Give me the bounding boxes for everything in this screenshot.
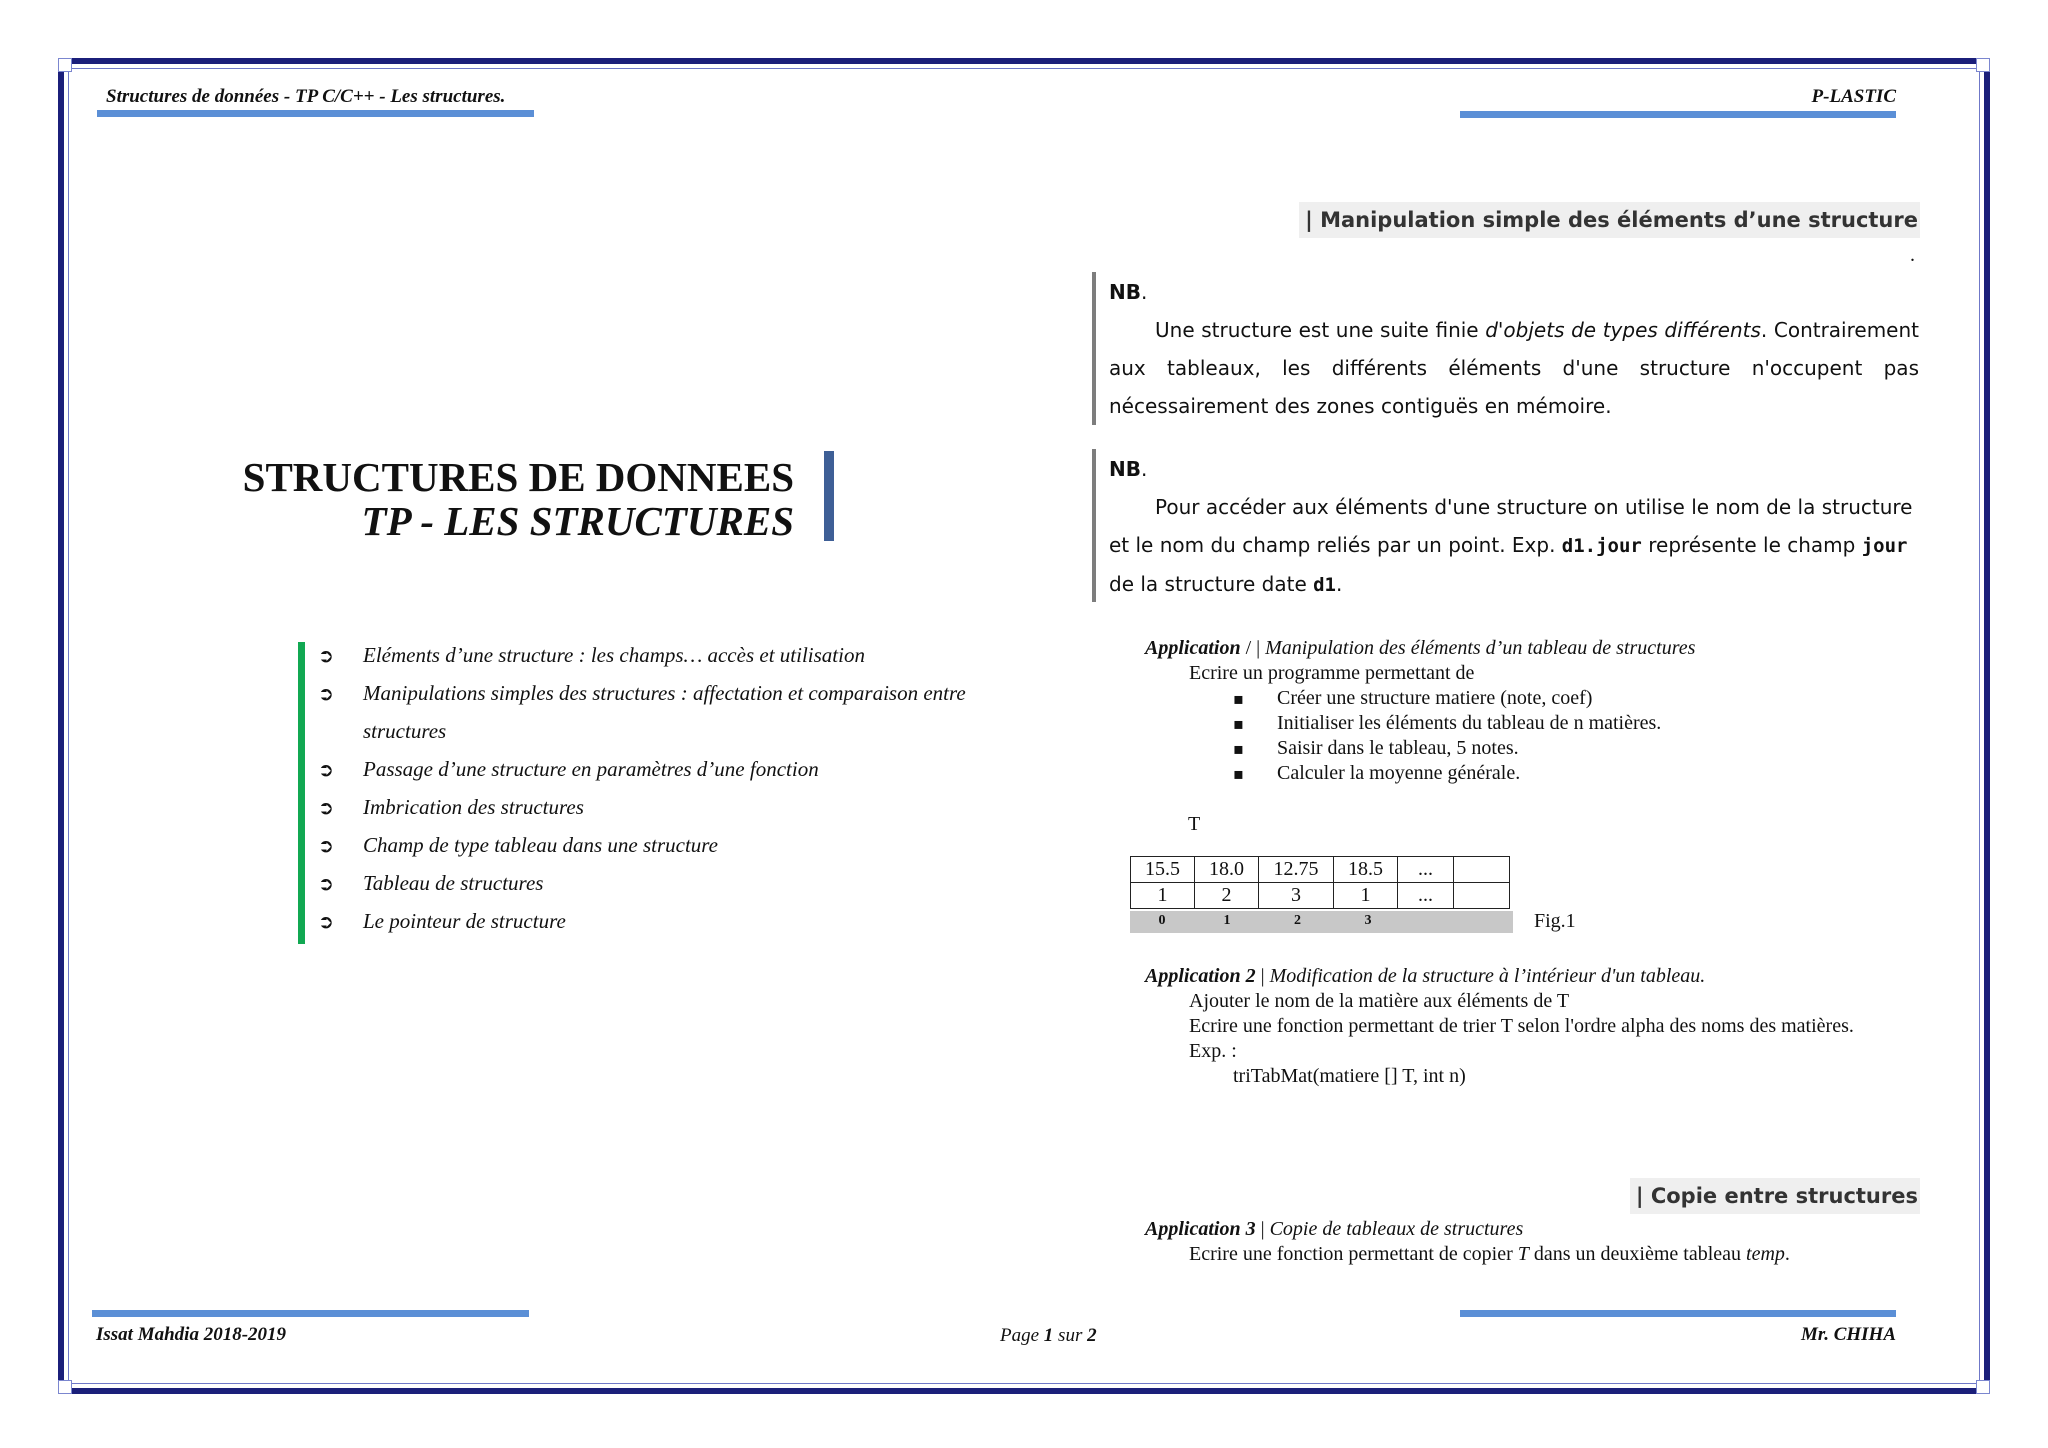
figure-caption: Fig.1: [1534, 910, 1576, 932]
index-label: 1: [1223, 913, 1231, 928]
toc-item: ➲ Imbrication des structures: [318, 788, 1018, 827]
application-1: Application / | Manipulation des éléments d’un tableau de structures Ecrire un programme permettant de ▪ Créer une structure matiere (note, coef) ▪ Initialiser les éléments du tableau de n matières. ▪ Saisir dans le tableau, 5 notes. ▪ Calculer la moyenne générale.: [1145, 636, 1925, 786]
nb-note: NB. Pour accéder aux éléments d'une structure on utilise le nom de la structure et le nom du champ reliés par un point. Exp. d1.jour représente le champ jour de la structure date d1.: [1109, 457, 1913, 596]
border-corner: [1976, 1380, 1990, 1394]
title-accent-bar: [824, 451, 834, 541]
list-item: ▪ Calculer la moyenne générale.: [1233, 761, 1925, 786]
arrow-icon: ➲: [318, 873, 334, 895]
toc-item: ➲ Passage d’une structure en paramètres d’une fonction: [318, 750, 1018, 789]
nb-accent-bar: [1092, 449, 1096, 602]
doc-subtitle: TP - LES STRUCTURES: [361, 498, 794, 544]
arrow-icon: ➲: [318, 683, 334, 705]
footer-left: Issat Mahdia 2018-2019: [96, 1324, 287, 1345]
application-2: Application 2 | Modification de la structure à l’intérieur d'un tableau. Ajouter le nom de la matière aux éléments de T Ecrire une fonction permettant de trier T selon l'ordre alpha des noms des matières. Exp. : triTabMat(matiere [] T, int n): [1145, 965, 1854, 1087]
header-left-bar: [97, 110, 534, 117]
section-heading: | Copie entre structures: [1630, 1178, 1920, 1214]
doc-title: STRUCTURES DE DONNEES: [242, 454, 794, 500]
footer-right-bar: [1460, 1310, 1896, 1317]
border-corner: [1976, 58, 1990, 72]
section-heading: | Manipulation simple des éléments d’une structure: [1299, 202, 1920, 238]
header-right-bar: [1460, 111, 1896, 118]
nb-accent-bar: [1092, 272, 1096, 425]
nb-note: NB. Une structure est une suite finie d'objets de types différents. Contrairement aux tableaux, les différents éléments d'une structure n'occupent pas nécessairement des zones contiguës en mémoire.: [1109, 280, 1920, 418]
toc-item: ➲ Champ de type tableau dans une structure: [318, 826, 1018, 865]
footer-right: Mr. CHIHA: [1800, 1324, 1896, 1345]
arrow-icon: ➲: [318, 759, 334, 781]
list-item: ▪ Saisir dans le tableau, 5 notes.: [1233, 736, 1925, 761]
page-number: Page 1 sur 2: [1000, 1325, 1097, 1346]
index-label: 0: [1158, 913, 1166, 928]
index-label: 2: [1294, 913, 1301, 928]
border-corner: [58, 58, 72, 72]
application-3: Application 3 | Copie de tableaux de structures Ecrire une fonction permettant de copier T dans un deuxième tableau temp.: [1145, 1218, 1790, 1265]
array-figure: 15.5 18.0 12.75 18.5 ... 1 2 3 1 ...: [1130, 856, 1510, 909]
arrow-icon: ➲: [318, 645, 334, 667]
section-heading-dot: .: [1910, 244, 1915, 266]
border-corner: [58, 1380, 72, 1394]
toc-item: ➲ Tableau de structures: [318, 864, 1018, 903]
toc-item: ➲ Eléments d’une structure : les champs… accès et utilisation: [318, 636, 1018, 675]
toc-item: ➲ Le pointeur de structure: [318, 902, 1018, 941]
list-item: ▪ Créer une structure matiere (note, coef): [1233, 686, 1925, 711]
header-left: Structures de données - TP C/C++ - Les structures.: [106, 86, 506, 107]
toc-item: ➲ Manipulations simples des structures : affectation et comparaison entre structures: [318, 674, 1018, 750]
header-right: P-LASTIC: [1811, 86, 1896, 107]
toc-accent-bar: [298, 642, 305, 944]
index-label: 3: [1364, 913, 1372, 928]
list-item: ▪ Initialiser les éléments du tableau de n matières.: [1233, 711, 1925, 736]
figure-label: T: [1188, 813, 1201, 835]
arrow-icon: ➲: [318, 911, 334, 933]
arrow-icon: ➲: [318, 797, 334, 819]
footer-left-bar: [92, 1310, 529, 1317]
arrow-icon: ➲: [318, 835, 334, 857]
